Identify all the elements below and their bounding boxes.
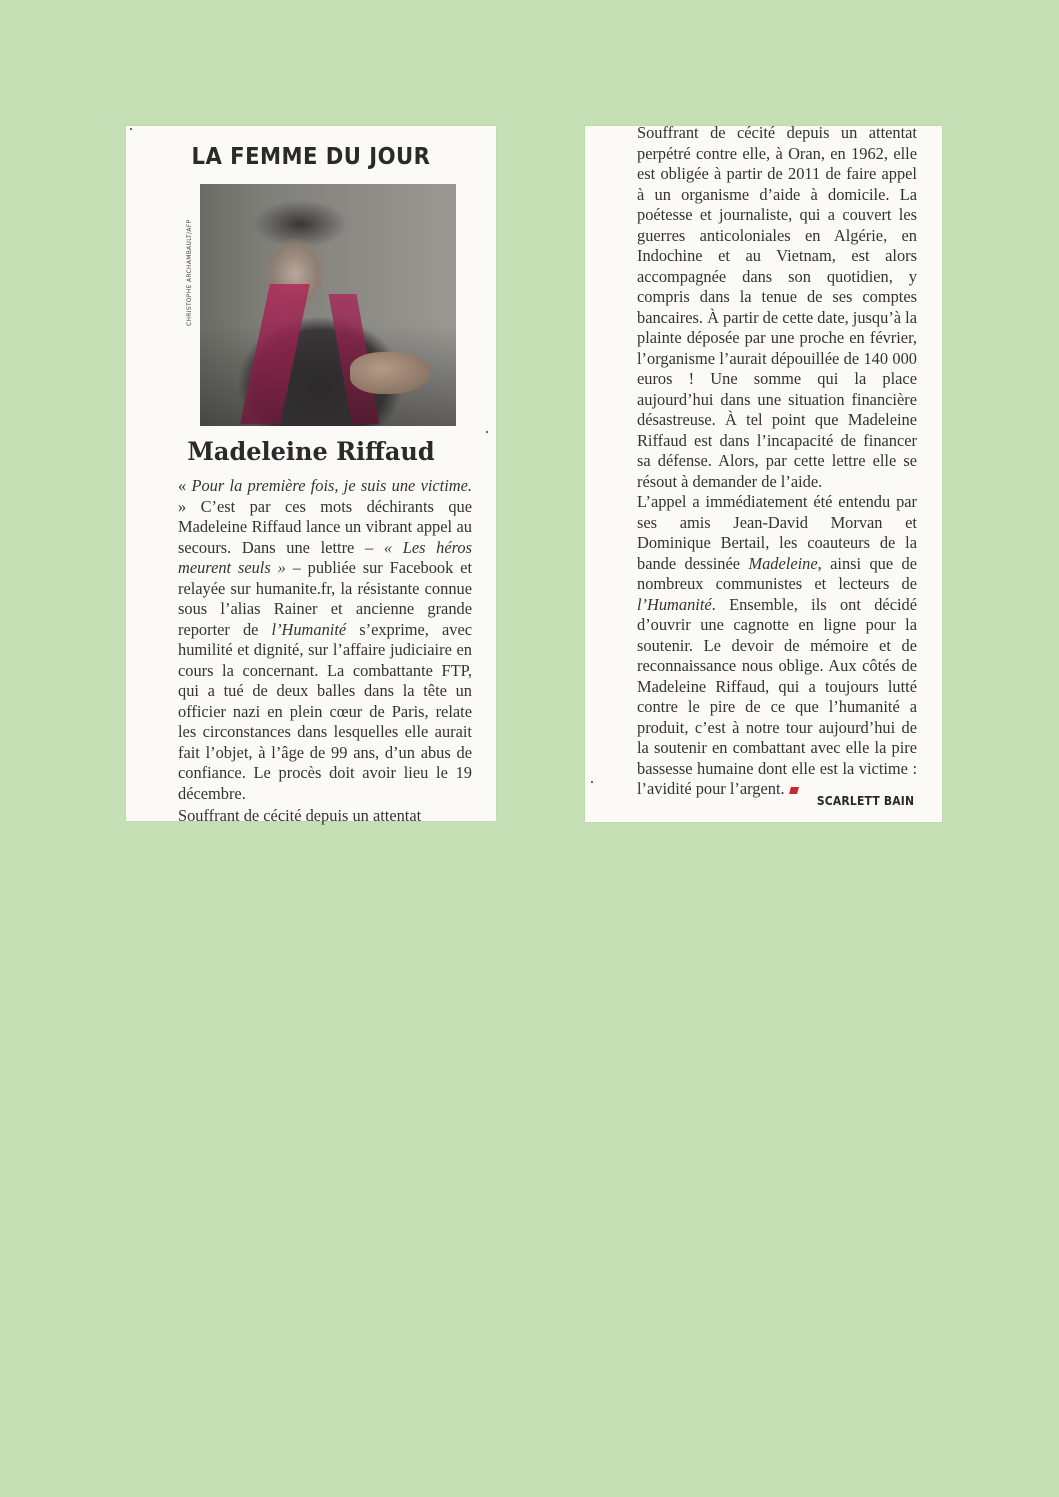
publication-name: l’Humanité [271,619,347,639]
speck [486,431,488,433]
photo-credit: CHRISTOPHE ARCHAMBAULT/AFP [186,219,193,326]
article-clipping-right [585,123,942,822]
paragraph-intro: « Pour la première fois, je suis une victime. » C’est par ces mots déchirants que Madeleine Riffaud lance un vibrant appel au secours. Dans une lettre – « Les héros meurent seuls » – publiée sur Facebook et relayée sur humanite.fr, la résistante connue sous l’alias Rainer et ancienne grande reporter de l’Humanité s’exprime, avec humilité et dignité, sur l’affaire judiciaire en cours la concernant. La combattante FTP, qui a tué de deux balles dans la tête un officier nazi en plein cœur de Paris, relate les circonstances dans lesquelles elle aurait fait l’objet, à l’âge de 99 ans, d’un abus de confiance. Le procès doit avoir lieu le 19 décembre. [178,476,472,803]
cut-off-line: Souffrant de cécité depuis un attentat [178,806,422,825]
portrait-photo [200,184,456,426]
end-of-article-mark [789,787,799,794]
letter-title: « Les héros meurent seuls » [178,537,472,577]
article-headline: Madeleine Riffaud [187,437,435,466]
paragraph-appeal: L’appel a immédiatement été entendu par ses amis Jean-David Morvan et Dominique Bertail, les coauteurs de la bande dessinée Madeleine, ainsi que de nombreux communistes et lecteurs de l’Humanité. Ensemble, ils ont décidé d’ouvrir une cagnotte en ligne pour la soutenir. Le devoir de mémoire et de reconnaissance nous oblige. Aux côtés de Madeleine Riffaud, qui a toujours lutté contre le pire de ce que l’humanité a produit, c’est à notre tour aujourd’hui de la soutenir en combattant avec elle la pire bassesse humaine dont elle est la victime : l’avidité pour l’argent. [637,492,918,798]
article-clipping-left [126,126,496,825]
photo-hands [350,352,430,394]
author-signature: SCARLETT BAIN [816,794,914,808]
speck [591,781,593,783]
paragraph-continuation: Souffrant de cécité depuis un attentat perpétré contre elle, à Oran, en 1962, elle est obligée à partir de 2011 de faire appel à un organisme d’aide à domicile. La poétesse et journaliste, qui a couvert les guerres anticoloniales en Algérie, en Indochine et au Vietnam, est alors accompagnée dans son quotidien, y compris dans la tenue de ses comptes bancaires. À partir de cette date, jusqu’à la plainte déposée par une proche en février, l’organisme l’aurait dépouillée de 140 000 euros ! Une somme qui la place aujourd’hui dans une situation financière désastreuse. À tel point que Madeleine Riffaud est dans l’incapacité de financer sa défense. Alors, par cette lettre elle se résout à demander de l’aide. [637,123,917,491]
article-body-right [637,123,917,800]
section-kicker: LA FEMME DU JOUR [191,144,431,170]
article-body-left [178,476,472,825]
opening-quote: Pour la première fois, je suis une victime. [191,476,472,495]
comic-title: Madeleine [748,553,818,573]
speck [130,128,132,130]
publication-name: l’Humanité [637,594,712,614]
